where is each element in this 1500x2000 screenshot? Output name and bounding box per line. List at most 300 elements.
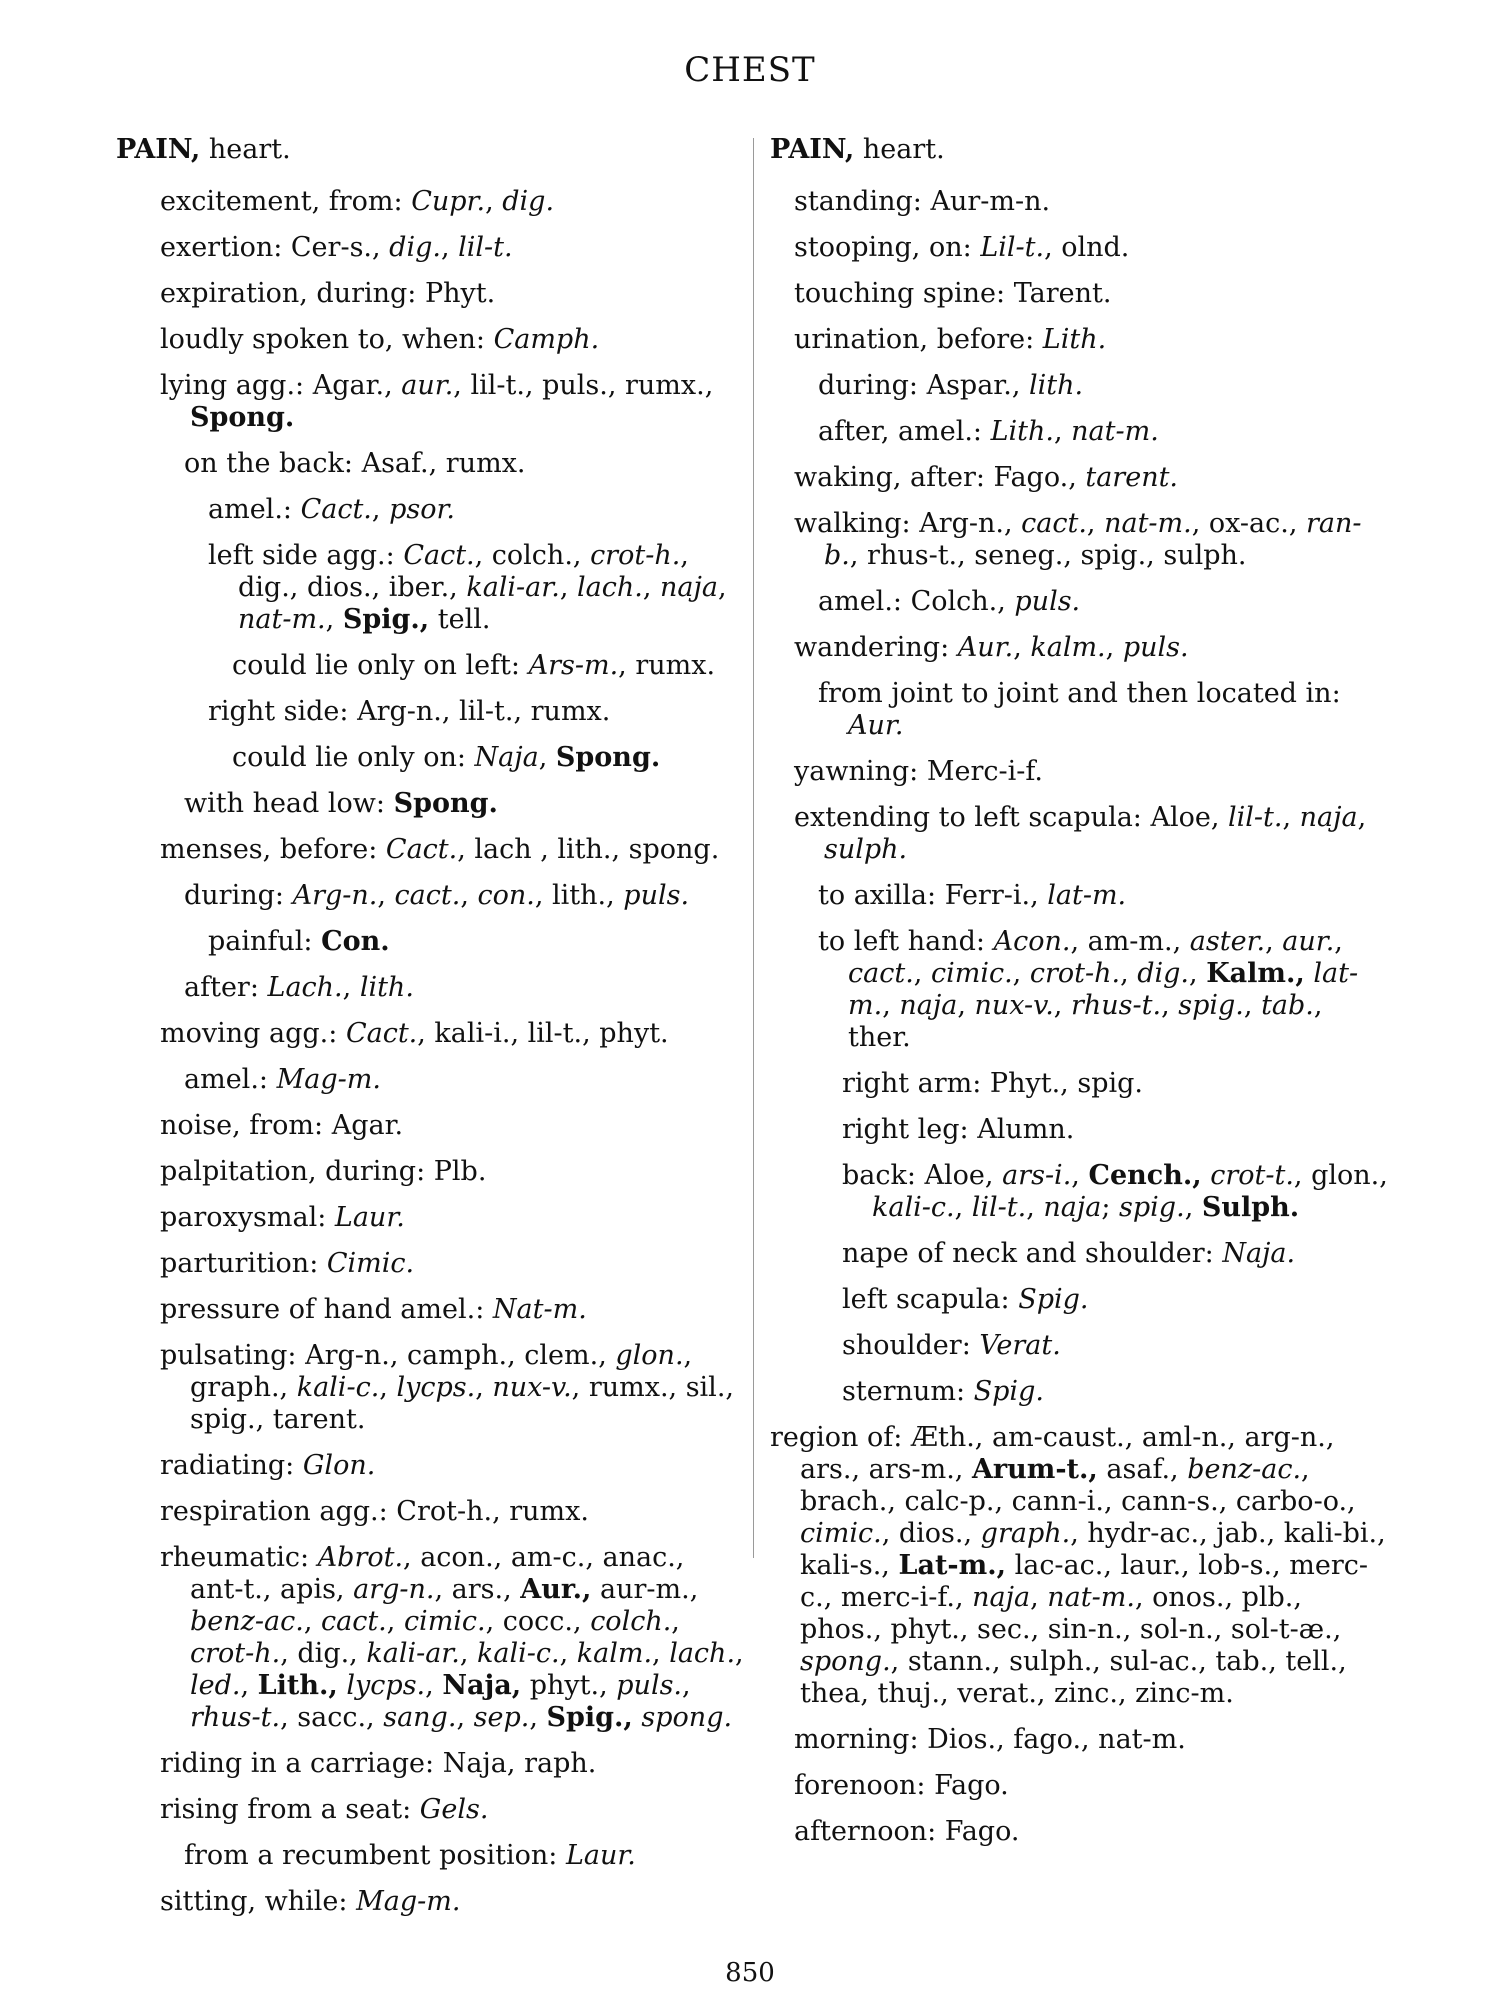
entry-text: to left hand:	[818, 926, 994, 957]
entry-text: rheumatic:	[160, 1542, 318, 1573]
rubric-entry	[794, 1816, 1390, 1848]
remedy-italic: glon.	[615, 1340, 684, 1371]
remedy-italic: dig.	[389, 232, 441, 263]
rubric-entry	[794, 1770, 1390, 1802]
remedy-italic: kalm.	[1030, 632, 1106, 663]
entry-text: ,	[475, 1372, 493, 1403]
rubric-entry	[794, 232, 1390, 264]
remedy-italic: lycps.	[396, 1372, 476, 1403]
remedy-italic: Lach.	[267, 972, 343, 1003]
remedy-italic: Lith.	[990, 416, 1054, 447]
entry-text: ,	[456, 1702, 474, 1733]
entry-text: ,	[957, 990, 975, 1021]
remedy-italic: Cimic.	[326, 1248, 415, 1279]
entry-text: shoulder:	[842, 1330, 980, 1361]
entry-text: , acon., am-c., anac., ant-t., apis,	[190, 1542, 685, 1605]
remedy-italic: kali-c.	[872, 1192, 955, 1223]
rubric-entry	[794, 186, 1390, 218]
entry-text	[1202, 1160, 1211, 1191]
remedy-bold: Cench.,	[1088, 1160, 1202, 1191]
page-title: CHEST	[684, 50, 816, 90]
rubric-entry	[184, 1064, 746, 1096]
entry-text: , onos., plb., phos., phyt., sec., sin-n., sol-n., sol-t-æ.,	[800, 1582, 1342, 1645]
heading-subrubric: heart.	[200, 134, 291, 165]
entry-text: , colch.,	[474, 540, 591, 571]
entry-text: ,	[1026, 1192, 1044, 1223]
entry-text: ,	[371, 494, 390, 525]
rubric-entry	[160, 1340, 746, 1436]
remedy-italic: led.	[190, 1670, 241, 1701]
rubric-entry	[794, 756, 1390, 788]
entry-text: could lie only on:	[232, 742, 475, 773]
remedy-italic: cact.	[848, 958, 914, 989]
remedy-italic: Naja.	[1222, 1238, 1296, 1269]
entry-text: lying agg.: Agar.,	[160, 370, 402, 401]
entry-text: forenoon: Fago.	[794, 1770, 1009, 1801]
rubric-entry	[160, 1450, 746, 1482]
entry-text: ,	[379, 1372, 397, 1403]
rubric-entry	[842, 1330, 1390, 1362]
heading-subrubric: heart.	[854, 134, 945, 165]
entry-text: ,	[440, 232, 459, 263]
entry-text: ,	[303, 1606, 321, 1637]
rubric-entry	[794, 1724, 1390, 1756]
entry-text: ,	[1030, 1582, 1048, 1613]
remedy-italic: cimic.	[800, 1518, 882, 1549]
remedy-italic: nat-m.	[238, 604, 326, 635]
remedy-italic: Abrot.	[317, 1542, 404, 1573]
rubric-entry	[794, 324, 1390, 356]
remedy-italic: crot-t.	[1210, 1160, 1294, 1191]
rubric-entry	[160, 1886, 746, 1918]
entry-text: nape of neck and shoulder:	[842, 1238, 1223, 1269]
entry-text: amel.:	[184, 1064, 277, 1095]
remedy-italic: arg-n.	[353, 1574, 435, 1605]
rubric-entry	[818, 926, 1390, 1054]
entry-text: noise, from: Agar.	[160, 1110, 404, 1141]
remedy-italic: Verat.	[979, 1330, 1061, 1361]
remedy-italic: kali-c.	[296, 1372, 380, 1403]
heading-rubric: PAIN,	[770, 134, 855, 165]
remedy-italic: tab.	[1261, 990, 1314, 1021]
entry-text: ,	[882, 990, 900, 1021]
entry-text: back: Aloe,	[842, 1160, 1003, 1191]
entry-text: ,	[1189, 958, 1207, 989]
entry-text: ,	[642, 572, 660, 603]
entry-text: loudly spoken to, when:	[160, 324, 494, 355]
remedy-italic: cact.	[1021, 508, 1087, 539]
rubric-entry	[794, 508, 1390, 572]
rubric-entry	[160, 1202, 746, 1234]
entry-text: extending to left scapula: Aloe,	[794, 802, 1229, 833]
entry-text: with head low:	[184, 788, 394, 819]
rubric-entry	[818, 416, 1390, 448]
remedy-italic: lat-m.	[1047, 880, 1127, 911]
entry-text: , ther.	[848, 990, 1323, 1053]
rubric-entry	[842, 1284, 1390, 1316]
rubric-entry	[842, 1114, 1390, 1146]
entry-text: , rumx.	[618, 650, 716, 681]
entry-text: morning: Dios., fago., nat-m.	[794, 1724, 1186, 1755]
entry-text: pressure of hand amel.:	[160, 1294, 493, 1325]
entry-text: pulsating: Arg-n., camph., clem.,	[160, 1340, 616, 1371]
entry-text: stooping, on:	[794, 232, 981, 263]
entry-text: , stann., sulph., sul-ac., tab., tell., thea, thuj., verat., zinc., zinc-m.	[800, 1646, 1347, 1709]
remedy-italic: cimic.	[930, 958, 1013, 989]
rubric-entry	[160, 1496, 746, 1528]
entry-text: right side: Arg-n., lil-t., rumx.	[208, 696, 611, 727]
remedy-italic: lycps.	[346, 1670, 426, 1701]
entry-text: radiating:	[160, 1450, 303, 1481]
entry-text: tell.	[429, 604, 491, 635]
remedy-italic: Glon.	[302, 1450, 376, 1481]
entry-text: from a recumbent position:	[184, 1840, 566, 1871]
remedy-italic: sulph.	[824, 834, 908, 865]
remedy-italic: Acon.	[993, 926, 1071, 957]
remedy-italic: Laur.	[334, 1202, 405, 1233]
remedy-italic: lil-t.	[971, 1192, 1027, 1223]
rubric-entry	[160, 232, 746, 264]
entry-text: ,	[1054, 416, 1072, 447]
entry-text: ,	[529, 1702, 547, 1733]
remedy-italic: tarent.	[1085, 462, 1179, 493]
remedy-italic: puls.	[1122, 632, 1189, 663]
remedy-italic: kali-ar.	[466, 572, 560, 603]
entry-text: waking, after: Fago.,	[794, 462, 1086, 493]
entry-text: amel.: Colch.,	[818, 586, 1015, 617]
entry-text: after:	[184, 972, 268, 1003]
entry-text: ,	[1184, 1192, 1202, 1223]
entry-text: ,	[1265, 926, 1283, 957]
rubric-entry	[208, 926, 746, 958]
entry-text: ,	[459, 1638, 478, 1669]
remedy-italic: lith.	[1029, 370, 1084, 401]
remedy-bold: Kalm.,	[1206, 958, 1305, 989]
remedy-italic: lach.	[576, 572, 643, 603]
entry-text: , olnd.	[1044, 232, 1130, 263]
remedy-italic: nat-m.	[1071, 416, 1159, 447]
rubric-entry	[232, 742, 746, 774]
left-entries	[116, 186, 746, 1918]
remedy-italic: lat-m.	[848, 958, 1359, 1021]
entry-text: ,	[735, 1638, 744, 1669]
rubric-entry	[160, 370, 746, 434]
remedy-italic: Cupr.	[411, 186, 486, 217]
remedy-italic: Spig.	[1018, 1284, 1089, 1315]
entry-text: , dig., dios., iber.,	[238, 540, 689, 603]
entry-text: moving agg.:	[160, 1018, 346, 1049]
remedy-italic: Cact.	[300, 494, 372, 525]
entry-text: , graph.,	[190, 1340, 693, 1403]
entry-text: could lie only on left:	[232, 650, 529, 681]
entry-text: right leg: Alumn.	[842, 1114, 1075, 1145]
remedy-bold: Spong.	[555, 742, 661, 773]
rubric-entry	[160, 1018, 746, 1050]
remedy-italic: Arg-n.	[292, 880, 378, 911]
remedy-italic: sep.	[473, 1702, 530, 1733]
entry-text: lac-ac., laur., lob-s., merc-c., merc-i-f.,	[800, 1550, 1368, 1613]
entry-text: , ars.,	[434, 1574, 521, 1605]
entry-text: standing: Aur-m-n.	[794, 186, 1051, 217]
remedy-italic: Cact.	[345, 1018, 418, 1049]
entry-text: from joint to joint and then located in:	[818, 678, 1341, 709]
remedy-italic: naja	[899, 990, 958, 1021]
rubric-entry	[160, 1748, 746, 1780]
rubric-entry	[208, 540, 746, 636]
remedy-italic: lith.	[359, 972, 414, 1003]
entry-text: paroxysmal:	[160, 1202, 335, 1233]
column-divider	[753, 138, 754, 1558]
entry-text: to axilla: Ferr-i.,	[818, 880, 1048, 911]
remedy-italic: rhus-t.	[1070, 990, 1162, 1021]
remedy-bold: Lat-m.,	[898, 1550, 1006, 1581]
rubric-entry	[160, 324, 746, 356]
entry-text: palpitation, during: Plb.	[160, 1156, 487, 1187]
rubric-entry	[184, 1840, 746, 1872]
entry-text: , lach , lith., spong.	[457, 834, 720, 865]
remedy-italic: spong.	[800, 1646, 891, 1677]
entry-text: amel.:	[208, 494, 301, 525]
remedy-italic: aur.	[401, 370, 454, 401]
remedy-italic: ran-b.	[824, 508, 1362, 571]
remedy-bold: Spig.,	[546, 1702, 633, 1733]
entry-text: ,	[425, 1670, 443, 1701]
rubric-entry	[818, 880, 1390, 912]
remedy-italic: nux-v.	[492, 1372, 572, 1403]
remedy-italic: Cact.	[385, 834, 458, 865]
entry-text: , lith.,	[534, 880, 624, 911]
rubric-entry	[184, 448, 746, 480]
entry-text: parturition:	[160, 1248, 327, 1279]
rubric-entry	[160, 1542, 746, 1734]
entry-text: , dig.,	[280, 1638, 367, 1669]
rubric-entry	[160, 1110, 746, 1142]
entry-text: , sacc.,	[280, 1702, 384, 1733]
rubric-entry	[160, 1248, 746, 1280]
remedy-italic: Gels.	[419, 1794, 489, 1825]
remedy-italic: Aur.	[848, 710, 904, 741]
entry-text: ,	[1086, 508, 1105, 539]
entry-text: , glon.,	[1293, 1160, 1388, 1191]
rubric-entry	[184, 880, 746, 912]
remedy-italic: Cact.	[403, 540, 475, 571]
entry-text: sitting, while:	[160, 1886, 357, 1917]
entry-text: exertion: Cer-s.,	[160, 232, 390, 263]
remedy-italic: crot-h.	[1029, 958, 1121, 989]
entry-text: , am-m.,	[1070, 926, 1190, 957]
remedy-italic: kalm.	[576, 1638, 653, 1669]
entry-text: ,	[1243, 990, 1262, 1021]
entry-text: , brach., calc-p., cann-i., cann-s., carbo-o.,	[800, 1454, 1356, 1517]
entry-text: during:	[184, 880, 293, 911]
entry-text: ,	[682, 1670, 691, 1701]
entry-text: after, amel.:	[818, 416, 991, 447]
remedy-italic: Mag-m.	[356, 1886, 461, 1917]
rubric-entry	[208, 494, 746, 526]
remedy-italic: puls.	[616, 1670, 683, 1701]
rubric-entry	[794, 632, 1390, 664]
remedy-italic: Naja	[474, 742, 539, 773]
rubric-entry	[184, 788, 746, 820]
entry-text: yawning: Merc-i-f.	[794, 756, 1043, 787]
rubric-entry	[184, 972, 746, 1004]
heading-rubric: PAIN,	[116, 134, 201, 165]
remedy-italic: crot-h.	[590, 540, 681, 571]
entry-text: left scapula:	[842, 1284, 1019, 1315]
entry-text: excitement, from:	[160, 186, 412, 217]
rubric-entry	[818, 370, 1390, 402]
rubric-entry	[842, 1068, 1390, 1100]
entry-text: ,	[240, 1670, 258, 1701]
remedy-italic: naja	[972, 1582, 1031, 1613]
entry-text: riding in a carriage: Naja, raph.	[160, 1748, 597, 1779]
entry-text: ,	[325, 604, 343, 635]
rubric-entry	[818, 678, 1390, 742]
entry-text: ,	[913, 958, 931, 989]
right-column-heading	[770, 134, 1390, 166]
remedy-italic: puls.	[623, 880, 690, 911]
entry-text: afternoon: Fago.	[794, 1816, 1020, 1847]
entry-text: on the back: Asaf., rumx.	[184, 448, 526, 479]
entry-text: , dios.,	[881, 1518, 981, 1549]
remedy-bold: Arum-t.,	[971, 1454, 1098, 1485]
remedy-italic: naja	[1299, 802, 1358, 833]
remedy-italic: Spig.	[973, 1376, 1044, 1407]
rubric-entry	[794, 462, 1390, 494]
remedy-bold: Spong.	[190, 402, 295, 433]
right-column	[770, 134, 1390, 1862]
entry-text: ,	[1012, 958, 1030, 989]
entry-text: ,	[1105, 632, 1123, 663]
rubric-entry	[842, 1376, 1390, 1408]
rubric-entry	[160, 186, 746, 218]
entry-text: ,	[1071, 1160, 1089, 1191]
entry-text: menses, before:	[160, 834, 386, 865]
remedy-italic: rhus-t.	[190, 1702, 281, 1733]
left-column	[116, 134, 746, 1932]
rubric-entry	[232, 650, 746, 682]
entry-text: right arm: Phyt., spig.	[842, 1068, 1143, 1099]
remedy-italic: aur.	[1282, 926, 1335, 957]
remedy-italic: spig.	[1119, 1192, 1185, 1223]
entry-text: aur-m.,	[591, 1574, 699, 1605]
entry-text: respiration agg.: Crot-h., rumx.	[160, 1496, 589, 1527]
entry-text: ,	[954, 1192, 972, 1223]
rubric-entry	[770, 1422, 1390, 1710]
entry-text: sternum:	[842, 1376, 974, 1407]
remedy-italic: ars-i.	[1002, 1160, 1072, 1191]
remedy-italic: nux-v.	[974, 990, 1054, 1021]
entry-text: ,	[342, 972, 360, 1003]
remedy-italic: naja	[659, 572, 718, 603]
rubric-entry	[208, 696, 746, 728]
entry-text: , hydr-ac., jab., kali-bi., kali-s.,	[800, 1518, 1386, 1581]
entry-text: phyt.,	[521, 1670, 617, 1701]
remedy-italic: sang.	[383, 1702, 457, 1733]
entry-text: ,	[671, 1606, 680, 1637]
remedy-italic: lach.	[669, 1638, 736, 1669]
entry-text: , rumx., sil., spig., tarent.	[190, 1372, 734, 1435]
remedy-italic: Lil-t.	[980, 232, 1045, 263]
remedy-bold: Spig.,	[342, 604, 430, 635]
right-entries	[770, 186, 1390, 1848]
remedy-italic: spong.	[641, 1702, 733, 1733]
entry-text: expiration, during: Phyt.	[160, 278, 496, 309]
entry-text: ;	[1101, 1192, 1120, 1223]
remedy-italic: Camph.	[493, 324, 600, 355]
remedy-italic: kali-c.	[477, 1638, 560, 1669]
entry-text: ,	[1161, 990, 1179, 1021]
remedy-italic: dig.	[1137, 958, 1190, 989]
entry-text: wandering:	[794, 632, 958, 663]
entry-text: asaf.,	[1097, 1454, 1188, 1485]
entry-text: walking: Arg-n.,	[794, 508, 1022, 539]
remedy-italic: nat-m.	[1047, 1582, 1135, 1613]
entry-text: ,	[485, 186, 503, 217]
remedy-italic: Laur.	[565, 1840, 636, 1871]
remedy-italic: nat-m.	[1104, 508, 1192, 539]
remedy-italic: Lith.	[1042, 324, 1107, 355]
remedy-bold: Naja,	[442, 1670, 522, 1701]
entry-text: during: Aspar.,	[818, 370, 1029, 401]
remedy-italic: cact.	[320, 1606, 387, 1637]
remedy-bold: Lith.,	[257, 1670, 338, 1701]
remedy-italic: puls.	[1014, 586, 1081, 617]
remedy-italic: Nat-m.	[492, 1294, 587, 1325]
entry-text: ,	[1357, 802, 1367, 833]
remedy-italic: psor.	[389, 494, 455, 525]
entry-text: ,	[652, 1638, 670, 1669]
rubric-entry	[794, 802, 1390, 866]
remedy-italic: Ars-m.	[528, 650, 619, 681]
remedy-italic: colch.	[590, 1606, 672, 1637]
entry-text: ,	[460, 880, 478, 911]
remedy-italic: aster.	[1189, 926, 1266, 957]
entry-text: , lil-t., puls., rumx.,	[453, 370, 714, 401]
remedy-bold: Aur.,	[520, 1574, 592, 1605]
remedy-italic: cimic.	[403, 1606, 486, 1637]
remedy-bold: Sulph.	[1201, 1192, 1300, 1223]
entry-text: rising from a seat:	[160, 1794, 420, 1825]
remedy-italic: dig.	[502, 186, 555, 217]
entry-text: , rhus-t., seneg., spig., sulph.	[849, 540, 1247, 571]
entry-text: painful:	[208, 926, 322, 957]
entry-text: ,	[1053, 990, 1071, 1021]
remedy-italic: crot-h.	[190, 1638, 281, 1669]
rubric-entry	[160, 1156, 746, 1188]
entry-text: ,	[1334, 926, 1343, 957]
rubric-entry	[794, 278, 1390, 310]
remedy-italic: benz-ac.	[1187, 1454, 1302, 1485]
entry-text: left side agg.:	[208, 540, 404, 571]
entry-text: ,	[559, 1638, 577, 1669]
entry-text: , ox-ac.,	[1191, 508, 1307, 539]
rubric-entry	[842, 1238, 1390, 1270]
remedy-italic: Aur.	[957, 632, 1014, 663]
remedy-italic: lil-t.	[458, 232, 513, 263]
entry-text: ,	[386, 1606, 404, 1637]
entry-text: ,	[717, 572, 727, 603]
entry-text: ,	[1282, 802, 1300, 833]
rubric-entry	[160, 834, 746, 866]
rubric-entry	[160, 1794, 746, 1826]
remedy-italic: benz-ac.	[190, 1606, 304, 1637]
entry-text: ,	[377, 880, 395, 911]
rubric-entry	[842, 1160, 1390, 1224]
entry-text: , cocc.,	[485, 1606, 591, 1637]
remedy-italic: Mag-m.	[276, 1064, 381, 1095]
remedy-italic: cact.	[394, 880, 461, 911]
